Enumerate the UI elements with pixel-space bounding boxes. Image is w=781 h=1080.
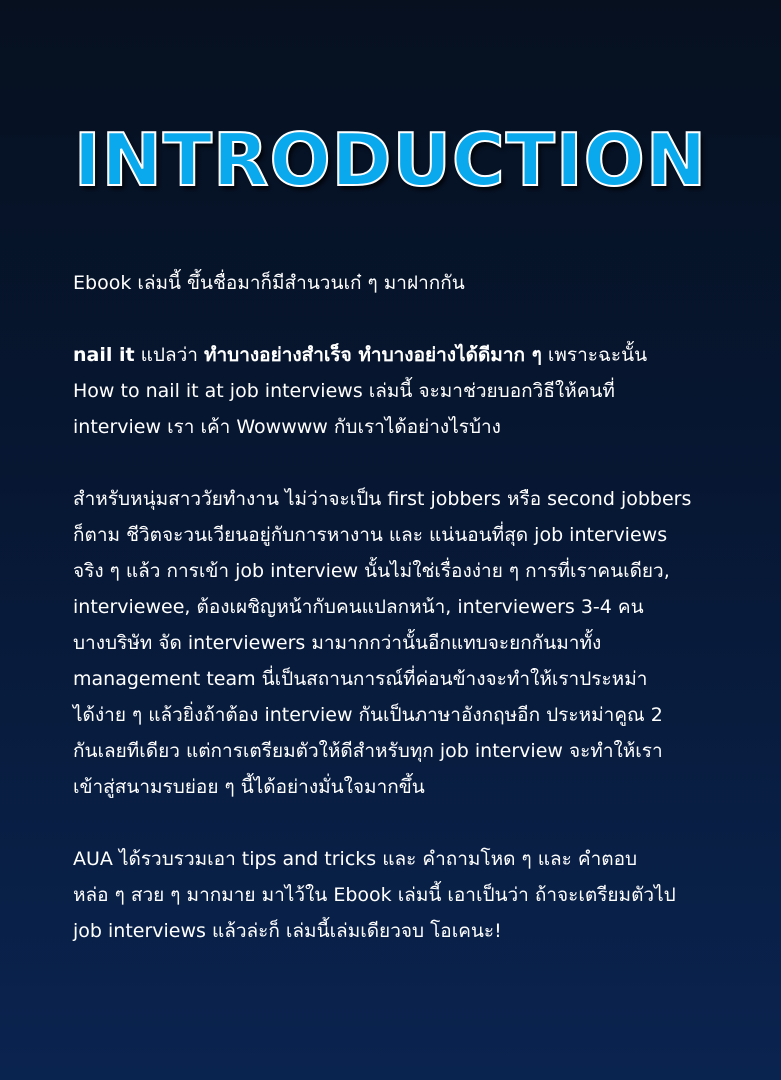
paragraph-nail-it: [73, 337, 713, 445]
text-line: job interviews แล้วล่ะก็ เล่มนี้เล่มเดียวจบ โอเคนะ!: [73, 920, 502, 942]
text-line: เข้าสู่สนามรบย่อย ๆ นี้ได้อย่างมั่นใจมากขึ้น: [73, 776, 425, 798]
text-line: หล่อ ๆ สวย ๆ มากมาย มาไว้ใน Ebook เล่มนี้ เอาเป็นว่า ถ้าจะเตรียมตัวไป: [73, 884, 676, 906]
bold-definition: ทำบางอย่างสำเร็จ ทำบางอย่างได้ดีมาก ๆ: [203, 344, 542, 366]
paragraph-intro: [73, 265, 713, 301]
page-title: INTRODUCTION: [73, 118, 708, 202]
text-line: สำหรับหนุ่มสาววัยทำงาน ไม่ว่าจะเป็น first jobbers หรือ second jobbers: [73, 488, 692, 510]
text-line: [73, 337, 713, 373]
text-line: ก็ตาม ชีวิตจะวนเวียนอยู่กับการหางาน และ แน่นอนที่สุด job interviews: [73, 524, 668, 546]
text-line: ได้ง่าย ๆ แล้วยิ่งถ้าต้อง interview กันเป็นภาษาอังกฤษอีก ประหม่าคูณ 2: [73, 704, 663, 726]
bold-term: nail it: [73, 344, 135, 366]
paragraph-aua: [73, 841, 713, 949]
intro-body: [73, 265, 713, 985]
text-line: interview เรา เค้า Wowwww กับเราได้อย่างไรบ้าง: [73, 416, 501, 438]
text-line: How to nail it at job interviews เล่มนี้ จะมาช่วยบอกวิธีให้คนที่: [73, 380, 615, 402]
text-line: กันเลยทีเดียว แต่การเตรียมตัวให้ดีสำหรับทุก job interview จะทำให้เรา: [73, 740, 663, 762]
text-segment: แปลว่า: [134, 344, 204, 366]
text-line: Ebook เล่มนี้ ขึ้นชื่อมาก็มีสำนวนเก๋ ๆ มาฝากกัน: [73, 272, 465, 294]
text-line: AUA ได้รวบรวมเอา tips and tricks และ คำถามโหด ๆ และ คำตอบ: [73, 848, 638, 870]
text-segment: เพราะฉะนั้น: [541, 344, 648, 366]
text-line: management team นี่เป็นสถานการณ์ที่ค่อนข้างจะทำให้เราประหม่า: [73, 668, 648, 690]
text-line: interviewee, ต้องเผชิญหน้ากับคนแปลกหน้า, interviewers 3-4 คน: [73, 596, 644, 618]
paragraph-job-interviews: [73, 481, 713, 805]
text-line: จริง ๆ แล้ว การเข้า job interview นั้นไม่ใช่เรื่องง่าย ๆ การที่เราคนเดียว,: [73, 560, 670, 582]
text-line: บางบริษัท จัด interviewers มามากกว่านั้นอีกแทบจะยกกันมาทั้ง: [73, 632, 602, 654]
